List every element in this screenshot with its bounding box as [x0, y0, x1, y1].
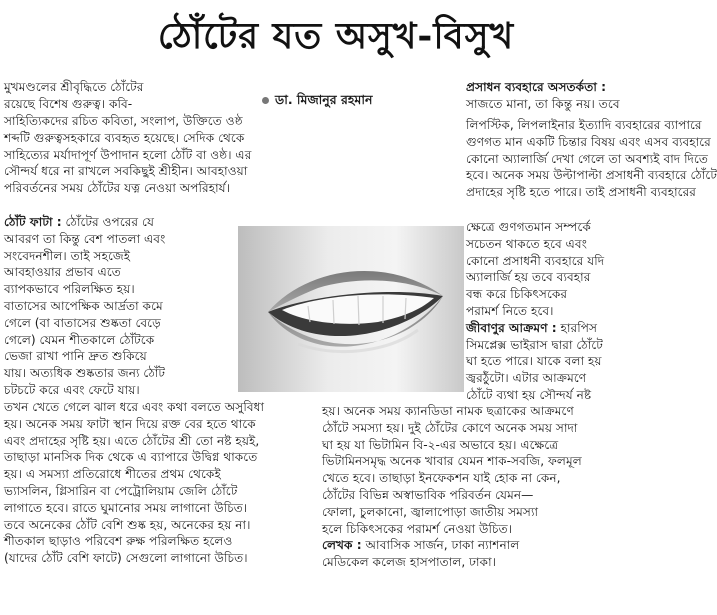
text-line: রয়েছে বিশেষ গুরুত্ব। কবি-: [4, 96, 133, 111]
text-line: সাহিত্যিকদের রচিত কবিতা, সংলাপ, উক্তিতে ওষ্ঠ: [4, 114, 243, 128]
text-line: ঘা হয় যা ভিটামিন বি-২-এর অভাবে হয়। এক্ষেত্রে: [322, 437, 559, 452]
text-line: তখন খেতে গেলে ঝাল ধরে এবং কথা বলতে অসুবিধা: [4, 400, 264, 414]
text-line: যায়। অত্যধিক শুষ্কতার জন্য ঠোঁট: [4, 366, 166, 381]
text-line: হয়। এ সমস্যা প্রতিরোধে শীতের প্রথম থেকেই: [4, 467, 221, 482]
text-line: শীতকাল ছাড়াও পরিবেশ রুক্ষ পরিলক্ষিত হলেও: [4, 534, 233, 549]
text-line: খেতে হবে। তাছাড়া ইনফেকশন যাই হোক না কেন,: [322, 471, 561, 486]
text-line: গুণগত মান একটি চিন্তার বিষয় এবং এসব ব্যবহারে: [466, 134, 711, 149]
lips-photo: [238, 226, 464, 392]
author-label: লেখক :: [322, 538, 362, 553]
text-line: হয়। অনেক সময় ক্যানডিডা নামক ছত্রাকের আক্রমণে: [322, 404, 574, 418]
text-line: আবহাওয়ার প্রভাব এতে: [4, 265, 121, 280]
text-line: অ্যালার্জি হয় তবে ব্যবহার: [466, 270, 591, 285]
text-line: আবরণ তা কিন্তু বেশ পাতলা এবং: [4, 231, 166, 246]
text-line: ঠোঁটে ব্যথা হয় সৌন্দর্য নষ্ট: [466, 387, 592, 402]
section-heading: জীবাণুর আক্রমণ :: [466, 320, 557, 335]
text-line: ভেজা রাখা পানি দ্রুত শুকিয়ে: [4, 349, 147, 364]
text-line: সাহিত্যের মর্যাদাপূর্ণ উপাদান হলো ঠোঁট বা ওষ্ঠ। এর: [4, 147, 252, 162]
text-line: শব্দটি গুরুত্বসহকারে ব্যবহৃত হয়েছে। সেদিক থেকে: [4, 130, 245, 145]
text-line: ভ্যাসলিন, গ্লিসারিন বা পেট্রোলিয়াম জেলি ঠোঁটে: [4, 483, 238, 498]
text-line: ঠোঁটে সমস্যা হয়। দুই ঠোঁটের কোণে অনেক সময় সাদা: [322, 420, 578, 435]
byline-author: ডা. মিজানুর রহমান: [275, 92, 373, 107]
headline: ঠোঁটের যত অসুখ-বিসুখ: [157, 15, 515, 57]
text-line: ব্যাপকভাবে পরিলক্ষিত হয়।: [4, 282, 135, 297]
text-line: ঠোঁটের ওপরের যে: [61, 215, 154, 229]
text-line: হবে। অনেক সময় উল্টাপাল্টা প্রসাধনী ব্যবহারে ঠোঁটে: [466, 168, 717, 183]
intro-paragraph: [4, 79, 230, 113]
section-lip-cracks: [4, 214, 236, 399]
text-line: সাজতে মানা, তা কিন্তু নয়। তবে: [466, 96, 620, 111]
section-lip-cracks-continued: [4, 399, 322, 567]
bullet-icon: [262, 97, 269, 104]
text-line: সংবেদনশীল। তাই সহজেই: [4, 248, 131, 263]
text-line: হারপিস: [556, 320, 598, 335]
text-line: পরামর্শ নিতে হবে।: [466, 303, 554, 318]
text-line: ভিটামিনসমৃদ্ধ অনেক খাবার যেমন শাক-সবজি, ফলমূল: [322, 454, 582, 469]
text-line: বন্ধ করে চিকিৎসকের: [466, 287, 568, 302]
text-line: পরিবর্তনের সময় ঠোঁটের যত্ন নেওয়া অপরিহার্য।: [4, 181, 231, 196]
text-line: গেলে (বা বাতাসের শুষ্কতা বেড়ে: [4, 315, 161, 330]
text-line: জ্বরঠুঁটো। এটার আক্রমণে: [466, 371, 587, 386]
text-line: তাছাড়া মানসিক দিক থেকে এ ব্যাপারে উদ্বিগ্ন থাকতে: [4, 450, 258, 465]
text-line: প্রদাহের সৃষ্টি হতে পারে। তাই প্রসাধনী ব্যবহারের: [466, 185, 696, 200]
text-line: কোনো প্রসাধনী ব্যবহারে যদি: [466, 253, 605, 268]
text-line: সৌন্দর্য ধরে না রাখলে সবকিছুই শ্রীহীন। আবহাওয়া: [4, 164, 248, 179]
section-cosmetics-body: [230, 117, 717, 201]
text-line: কোনো অ্যালার্জি দেখা গেলে তা অবশ্যই বাদ দিতে: [466, 151, 709, 166]
text-line: গেলে) যেমন শীতকালে ঠোঁটকে: [4, 332, 155, 347]
text-line: সচেতন থাকতে হবে এবং: [466, 236, 587, 251]
author-line: আবাসিক সার্জন, ঢাকা ন্যাশনাল: [361, 538, 520, 553]
text-line: ক্ষেত্রে গুণগতমান সম্পর্কে: [466, 220, 591, 234]
section-cosmetics-narrow: [466, 219, 671, 404]
text-line: (যাদের ঠোঁট বেশি ফাটে) সেগুলো লাগানো উচিত।: [4, 551, 248, 566]
text-line: তবে অনেকের ঠোঁট বেশি শুষ্ক হয়, অনেকের হয় না।: [4, 517, 251, 532]
section-germs-continued: [322, 403, 670, 571]
section-cosmetics: [466, 79, 671, 113]
text-line: এবং প্রদাহের সৃষ্টি হয়। এতে ঠোঁটের শ্রী তো নষ্ট হয়ই,: [4, 433, 260, 448]
text-line: বাতাসের আপেক্ষিক আর্দ্রতা কমে: [4, 298, 163, 313]
text-line: মুখমণ্ডলের শ্রীবৃদ্ধিতে ঠোঁটের: [4, 80, 144, 94]
smiling-lips-image: [238, 226, 464, 392]
text-line: সিমপ্লেক্স ভাইরাস দ্বারা ঠোঁটে: [466, 337, 603, 352]
text-line: হয়। অনেক সময় ফাটা স্থান দিয়ে রক্ত বের হতে থাকে: [4, 416, 256, 431]
byline: [262, 92, 372, 112]
text-line: ফোলা, চুলকানো, জ্বালাপোড়া জাতীয় সমস্যা: [322, 504, 539, 519]
text-line: ঠোঁটের বিভিন্ন অস্বাভাবিক পরিবর্তন যেমন—: [322, 487, 534, 502]
section-heading: ঠোঁট ফাটা :: [4, 215, 62, 229]
text-line: লিপস্টিক, লিপলাইনার ইত্যাদি ব্যবহারের ব্যাপারে: [466, 118, 702, 132]
text-line: হলে চিকিৎসকের পরামর্শ নেওয়া উচিত।: [322, 521, 513, 536]
author-line: মেডিকেল কলেজ হাসপাতাল, ঢাকা।: [322, 555, 496, 570]
text-line: চটচটে করে এবং ফেটে যায়।: [4, 382, 140, 397]
text-line: লাগাতে হবে। রাতে ঘুমানোর সময় লাগানো উচিত।: [4, 500, 248, 515]
text-line: ঘা হতে পারে। যাকে বলা হয়: [466, 354, 602, 369]
section-heading: প্রসাধন ব্যবহারে অসতর্কতা :: [466, 80, 606, 94]
